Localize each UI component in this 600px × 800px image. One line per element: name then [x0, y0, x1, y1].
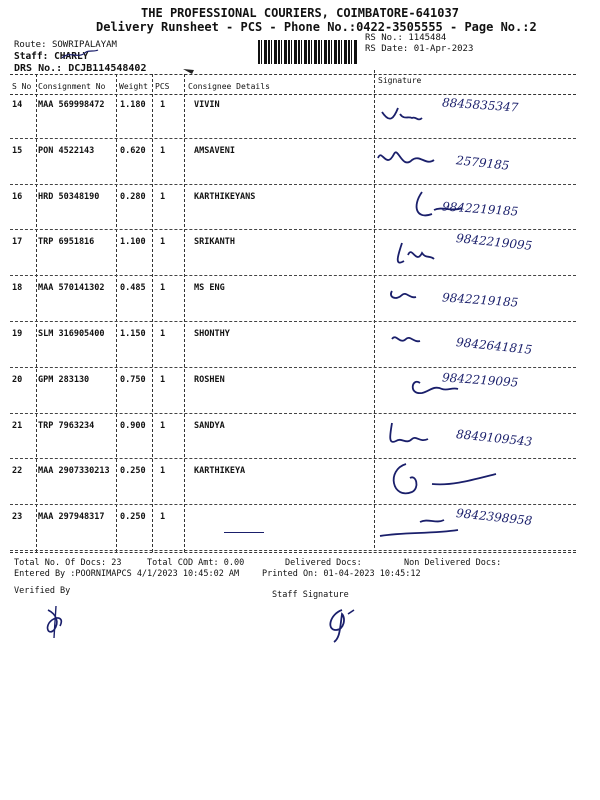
row-signature [372, 94, 572, 138]
row-weight: 0.620 [120, 145, 146, 156]
row-consignment-no: MAA 569998472 [38, 100, 105, 110]
staff-line: Staff: CHARLY [14, 51, 89, 62]
row-consignment-no: HRD 50348190 [38, 191, 100, 202]
col-header-consignee: Consignee Details [188, 82, 270, 91]
total-docs: Total No. Of Docs: 23 [14, 558, 122, 568]
table-row [10, 94, 576, 140]
row-sno: 15 [12, 145, 23, 156]
row-divider [10, 458, 576, 459]
row-weight: 0.250 [120, 466, 146, 477]
row-consignee: SANDYA [194, 420, 225, 431]
table-row [10, 140, 576, 186]
barcode [258, 40, 358, 64]
row-weight: 0.485 [120, 283, 146, 294]
table-row [10, 369, 576, 415]
drs-line: DRS No.: DCJB114548402 [14, 63, 147, 74]
row-consignee: SRIKANTH [194, 237, 235, 248]
row-signature [372, 277, 572, 321]
pen-mark [182, 66, 196, 76]
row-consignee: AMSAVENI [194, 145, 235, 156]
row-sno: 20 [12, 374, 23, 385]
row-sno: 14 [12, 100, 23, 110]
route-line: Route: SOWRIPALAYAM [14, 40, 117, 50]
rs-no-value: 1145484 [408, 33, 447, 43]
row-consignee: SHONTHY [194, 329, 230, 339]
signature-phone-note: 9842398958 [455, 506, 533, 529]
row-consignee: MS ENG [194, 283, 225, 294]
staff-signature-label: Staff Signature [272, 590, 349, 600]
signature-phone-note: 9842641815 [455, 335, 533, 357]
signature-scribble [372, 460, 572, 504]
signature-phone-note: 8849109543 [455, 426, 533, 449]
delivered-docs: Delivered Docs: [285, 558, 362, 568]
printed-on: Printed On: 01-04-2023 10:45:12 [262, 569, 421, 579]
row-consignee: VIVIN [194, 100, 220, 110]
row-sno: 19 [12, 329, 23, 339]
row-divider [10, 275, 576, 276]
row-sno: 16 [12, 191, 23, 202]
row-divider [10, 138, 576, 139]
row-signature [372, 323, 572, 367]
row-sno: 18 [12, 283, 23, 294]
drs-value: DCJB114548402 [68, 63, 147, 74]
row-pcs: 1 [160, 100, 166, 110]
row-consignee: KARTHIKEYA [194, 466, 246, 477]
company-title: THE PROFESSIONAL COURIERS, COIMBATORE-641037 [141, 6, 459, 20]
row-signature [372, 460, 572, 504]
col-header-consignment: Consignment No [38, 82, 106, 91]
signature-phone-note: 9842219095 [441, 370, 519, 390]
row-consignment-no: TRP 6951816 [38, 237, 95, 248]
signature-phone-note: 9842219185 [441, 290, 519, 310]
table-bottom-border [10, 552, 576, 553]
runsheet-subtitle: Delivery Runsheet - PCS - Phone No.:0422-3505555 - Page No.:2 [96, 20, 537, 34]
table-row [10, 323, 576, 369]
row-signature [372, 415, 572, 459]
verified-by-signature [40, 604, 74, 640]
row-sno: 17 [12, 237, 23, 248]
col-header-pcs: PCS [155, 82, 170, 91]
col-header-sno: S No [12, 82, 32, 91]
signature-phone-note: 2579185 [455, 153, 511, 173]
row-consignment-no: MAA 2907330213 [38, 466, 110, 477]
row-signature [372, 186, 572, 230]
table-row [10, 415, 576, 461]
row-weight: 0.750 [120, 374, 146, 385]
row-consignee: KARTHIKEYANS [194, 191, 256, 202]
row-pcs: 1 [160, 283, 166, 294]
row-sno: 23 [12, 512, 23, 523]
row-consignment-no: PON 4522143 [38, 145, 95, 156]
col-header-weight: Weight [119, 82, 148, 91]
row-pcs: 1 [160, 374, 166, 385]
row-consignment-no: SLM 316905400 [38, 329, 105, 339]
rs-date-line: RS Date: 01-Apr-2023 [365, 44, 474, 54]
verified-by-label: Verified By [14, 586, 71, 596]
row-divider [10, 229, 576, 230]
row-consignment-no: MAA 297948317 [38, 512, 105, 523]
signature-phone-note: 8845835347 [441, 95, 519, 115]
row-weight: 0.250 [120, 512, 146, 523]
table-row [10, 277, 576, 323]
row-signature [372, 506, 572, 550]
table-top-border [10, 74, 576, 75]
row-weight: 1.150 [120, 329, 146, 339]
row-weight: 1.180 [120, 100, 146, 110]
rs-date-value: 01-Apr-2023 [413, 44, 474, 54]
row-pcs: 1 [160, 420, 166, 431]
staff-value: CHARLY [54, 51, 89, 62]
table-row [10, 186, 576, 232]
row-divider [10, 550, 576, 551]
non-delivered-docs: Non Delivered Docs: [404, 558, 502, 568]
col-header-signature: Signature [378, 76, 422, 85]
row-weight: 0.280 [120, 191, 146, 202]
row-signature [372, 231, 572, 275]
row-pcs: 1 [160, 237, 166, 248]
signature-phone-note: 9842219185 [441, 198, 519, 219]
staff-signature-mark [320, 604, 360, 644]
row-signature [372, 369, 572, 413]
total-cod: Total COD Amt: 0.00 [147, 558, 245, 568]
row-sno: 22 [12, 466, 23, 477]
empty-consignee-dash [224, 532, 264, 533]
row-weight: 0.900 [120, 420, 146, 431]
row-weight: 1.100 [120, 237, 146, 248]
row-divider [10, 321, 576, 322]
row-divider [10, 367, 576, 368]
row-pcs: 1 [160, 512, 166, 523]
signature-phone-note: 9842219095 [455, 231, 533, 254]
row-divider [10, 504, 576, 505]
route-value: SOWRIPALAYAM [51, 40, 117, 50]
row-consignment-no: TRP 7963234 [38, 420, 95, 431]
row-pcs: 1 [160, 191, 166, 202]
table-row [10, 460, 576, 506]
row-sno: 21 [12, 420, 23, 431]
row-pcs: 1 [160, 329, 166, 339]
table-row [10, 506, 576, 552]
row-consignment-no: MAA 570141302 [38, 283, 105, 294]
row-divider [10, 413, 576, 414]
row-pcs: 1 [160, 145, 166, 156]
staff-scribble [60, 48, 100, 62]
row-consignee: ROSHEN [194, 374, 225, 385]
row-divider [10, 184, 576, 185]
rs-no-line: RS No.: 1145484 [365, 33, 447, 43]
row-signature [372, 140, 572, 184]
row-consignment-no: GPM 283130 [38, 374, 90, 385]
row-pcs: 1 [160, 466, 166, 477]
entered-by: Entered By :POORNIMAPCS 4/1/2023 10:45:02 AM [14, 569, 240, 579]
table-row [10, 231, 576, 277]
